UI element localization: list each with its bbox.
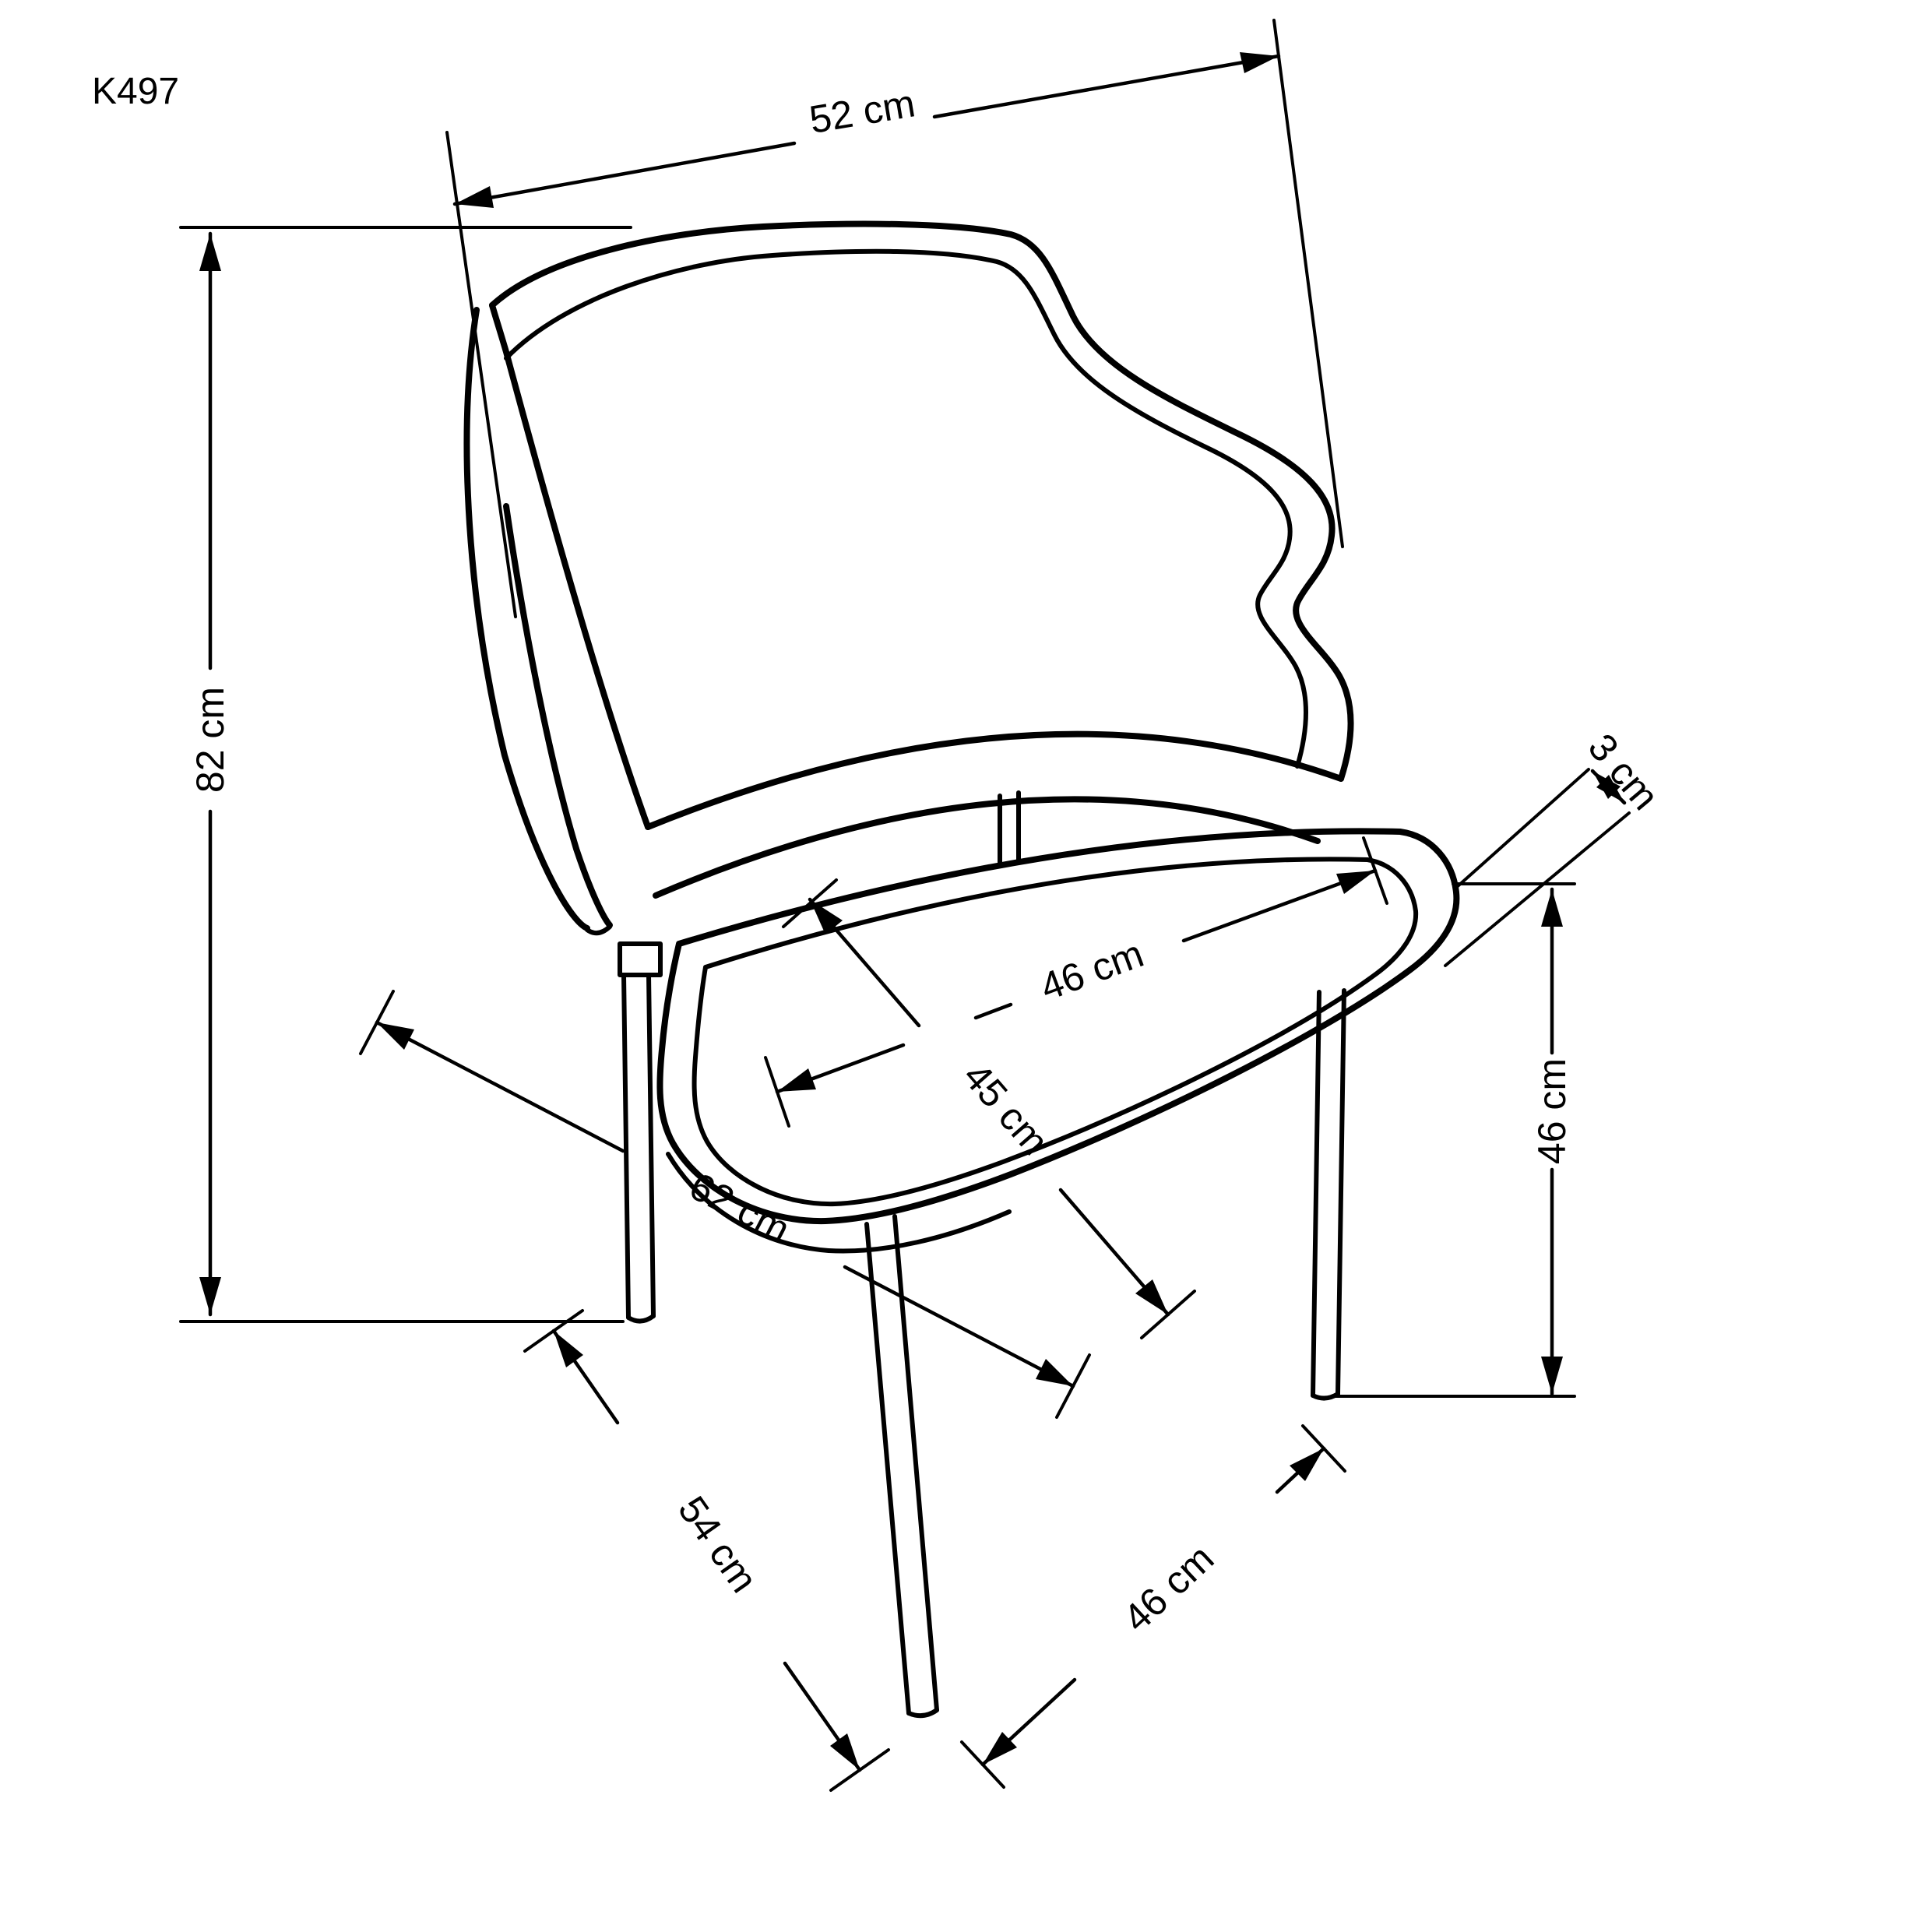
arrowhead bbox=[1336, 871, 1375, 894]
arrowhead bbox=[199, 1277, 221, 1314]
chair-line-art bbox=[467, 224, 1457, 1716]
dim-seat-width-label: 46 cm bbox=[1034, 931, 1149, 1009]
backrest-bottom-edge-upper bbox=[648, 734, 1341, 827]
front-right-leg-line-b bbox=[1338, 991, 1344, 1394]
front-right-leg-line-a bbox=[1313, 992, 1319, 1395]
backrest-side-band-cap bbox=[587, 927, 610, 933]
extension-line bbox=[1274, 20, 1343, 547]
dim-back-width bbox=[447, 20, 1343, 617]
dim-seat-depth-label: 45 cm bbox=[955, 1054, 1057, 1163]
arrowhead bbox=[199, 234, 221, 271]
arrowhead bbox=[1541, 889, 1563, 927]
rear-left-leg-cap bbox=[628, 1316, 653, 1321]
arrowhead bbox=[830, 1733, 860, 1770]
dim-line bbox=[377, 1022, 623, 1151]
dim-seat-height bbox=[1333, 884, 1575, 1396]
arrowhead bbox=[377, 1022, 414, 1050]
rear-left-leg-bracket bbox=[620, 944, 660, 975]
backrest-inner-contour bbox=[506, 252, 1306, 766]
extension-line bbox=[1445, 813, 1629, 966]
seat bbox=[660, 831, 1456, 1251]
rear-left-leg-line-b bbox=[649, 975, 653, 1316]
arrowhead bbox=[777, 1068, 816, 1092]
dim-line bbox=[455, 143, 794, 204]
rear-left-leg-line-a bbox=[624, 975, 628, 1318]
extension-line bbox=[1458, 769, 1589, 886]
dim-footprint-side-label: 54 cm bbox=[669, 1488, 766, 1601]
arrowhead bbox=[554, 1331, 583, 1367]
dim-line bbox=[934, 56, 1279, 117]
dim-overall-depth-label: 62 cm bbox=[682, 1163, 797, 1252]
model-code: K497 bbox=[92, 71, 180, 112]
dim-footprint-side bbox=[525, 1311, 889, 1790]
front-center-leg-cap bbox=[909, 1710, 937, 1716]
backrest-side-band-inner bbox=[506, 506, 610, 925]
backrest-top-right-edge bbox=[492, 224, 1351, 779]
dim-back-width-label: 52 cm bbox=[806, 81, 918, 143]
arrowhead bbox=[1541, 1357, 1563, 1394]
dim-overall-height-label: 82 cm bbox=[188, 686, 232, 794]
dim-cushion-thickness bbox=[1445, 726, 1667, 966]
dim-line bbox=[976, 1005, 1011, 1018]
dim-footprint-front bbox=[962, 1426, 1345, 1787]
seat-outline bbox=[660, 831, 1456, 1221]
dim-footprint-front-label: 46 cm bbox=[1114, 1536, 1223, 1641]
arrowhead bbox=[1036, 1359, 1073, 1386]
dim-overall-depth bbox=[361, 991, 1089, 1417]
dim-cushion-thickness-label: 3 cm bbox=[1579, 725, 1668, 818]
dim-overall-height bbox=[181, 227, 631, 1321]
backrest-bottom-edge-lower bbox=[656, 799, 1318, 896]
backrest bbox=[467, 224, 1351, 934]
dim-seat-height-label: 46 cm bbox=[1530, 1057, 1574, 1165]
